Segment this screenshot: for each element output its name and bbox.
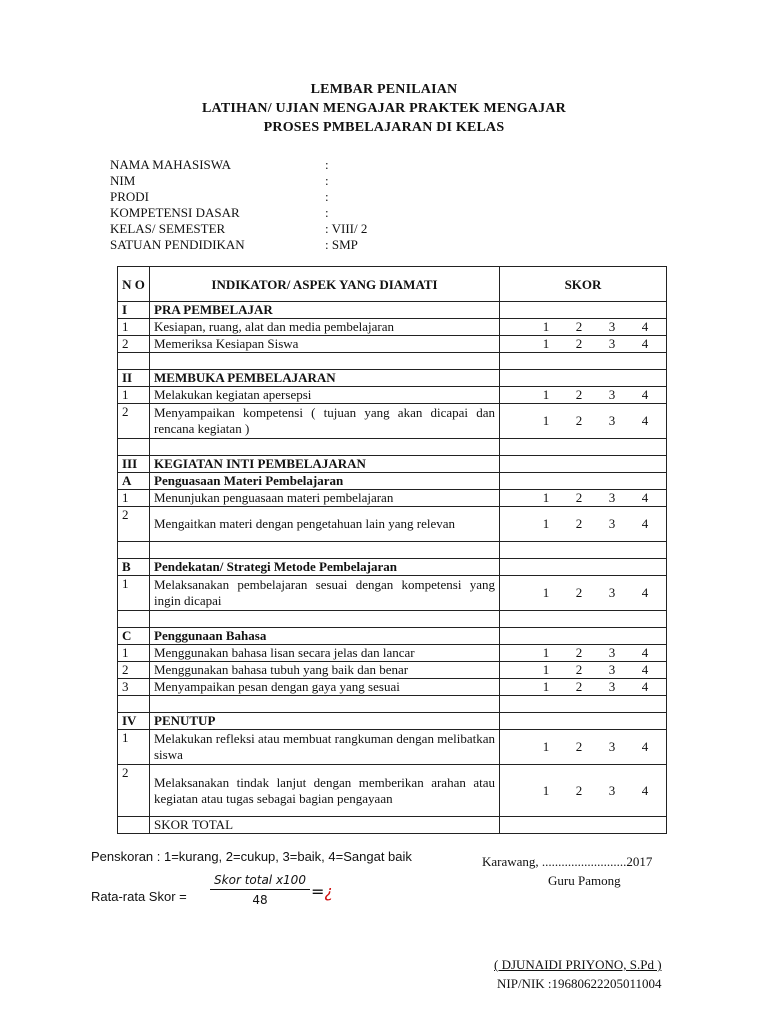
table-row [118, 662, 667, 679]
table-row [118, 490, 667, 507]
table-row [118, 507, 667, 542]
place-date: Karawang, ..........................2017 [482, 854, 653, 869]
score-options: 1 2 3 4 [500, 490, 667, 507]
row-indicator: Menunjukan penguasaan materi pembelajaran [150, 490, 500, 507]
row-indicator: Melakukan refleksi atau membuat rangkuman dengan melibatkan siswa [150, 730, 500, 765]
subsection-title: Pendekatan/ Strategi Metode Pembelajaran [150, 559, 500, 576]
info-value: : [325, 157, 329, 172]
student-info [110, 157, 367, 253]
total-row [118, 817, 667, 834]
empty-row [118, 439, 667, 456]
table-row [118, 730, 667, 765]
formula-result-symbol: ¿ [324, 882, 333, 901]
section-row [118, 713, 667, 730]
info-value: : [325, 189, 329, 204]
signer-name: ( DJUNAIDI PRIYONO, S.Pd ) [494, 957, 662, 972]
header-no: N O [118, 267, 150, 302]
title-line-1: LEMBAR PENILAIAN [310, 82, 458, 97]
score-options: 1 2 3 4 [500, 404, 667, 439]
row-no: 1 [118, 730, 150, 765]
info-label: SATUAN PENDIDIKAN [110, 237, 245, 252]
header-score: SKOR [500, 267, 667, 302]
row-indicator: Kesiapan, ruang, alat dan media pembelajaran [150, 319, 500, 336]
row-no: 3 [118, 679, 150, 696]
score-options: 1 2 3 4 [500, 730, 667, 765]
info-row [110, 221, 367, 237]
row-no: 1 [118, 319, 150, 336]
section-no: III [118, 456, 150, 473]
subsection-no: C [118, 628, 150, 645]
table-row [118, 404, 667, 439]
empty-row [118, 542, 667, 559]
row-indicator: Memeriksa Kesiapan Siswa [150, 336, 500, 353]
row-no: 2 [118, 404, 150, 439]
fraction-bar [210, 889, 310, 890]
info-row [110, 237, 367, 253]
row-no: 1 [118, 645, 150, 662]
info-label: PRODI [110, 189, 150, 204]
score-options: 1 2 3 4 [500, 507, 667, 542]
score-options: 1 2 3 4 [500, 645, 667, 662]
subsection-title: Penggunaan Bahasa [150, 628, 500, 645]
row-indicator: Menyampaikan pesan dengan gaya yang sesuai [150, 679, 500, 696]
info-value: : VIII/ 2 [325, 221, 368, 236]
subsection-no: A [118, 473, 150, 490]
section-title: KEGIATAN INTI PEMBELAJARAN [150, 456, 500, 473]
section-no: IV [118, 713, 150, 730]
info-value: : [325, 173, 329, 188]
row-no: 2 [118, 507, 150, 542]
signer-nip: NIP/NIK :19680622205011004 [497, 976, 662, 991]
score-options: 1 2 3 4 [500, 765, 667, 817]
score-options: 1 2 3 4 [500, 387, 667, 404]
score-options: 1 2 3 4 [500, 336, 667, 353]
formula-result: =¿ [311, 882, 333, 901]
info-row [110, 205, 367, 221]
table-row [118, 319, 667, 336]
signer-role: Guru Pamong [548, 873, 621, 888]
score-options: 1 2 3 4 [500, 576, 667, 611]
info-label: NIM [110, 173, 136, 188]
row-indicator: Menggunakan bahasa lisan secara jelas dan lancar [150, 645, 500, 662]
info-value: : [325, 205, 329, 220]
empty-row [118, 353, 667, 370]
title-line-3: PROSES PMBELAJARAN DI KELAS [263, 120, 505, 135]
header-indicator: INDIKATOR/ ASPEK YANG DIAMATI [150, 267, 500, 302]
score-options: 1 2 3 4 [500, 662, 667, 679]
score-options: 1 2 3 4 [500, 679, 667, 696]
section-row [118, 302, 667, 319]
info-row [110, 173, 367, 189]
average-formula [210, 873, 310, 907]
subsection-no: B [118, 559, 150, 576]
scoring-legend: Penskoran : 1=kurang, 2=cukup, 3=baik, 4=Sangat baik [91, 849, 412, 864]
section-title: PRA PEMBELAJAR [150, 302, 500, 319]
empty-row [118, 696, 667, 713]
table-row [118, 387, 667, 404]
subsection-row [118, 473, 667, 490]
row-no: 2 [118, 336, 150, 353]
formula-numerator: Skor total x100 [214, 873, 306, 887]
table-row [118, 336, 667, 353]
table-row [118, 765, 667, 817]
total-label: SKOR TOTAL [150, 817, 500, 834]
row-indicator: Mengaitkan materi dengan pengetahuan lain yang relevan [150, 507, 500, 542]
info-label: KOMPETENSI DASAR [110, 205, 240, 220]
subsection-title: Penguasaan Materi Pembelajaran [150, 473, 500, 490]
formula-denominator: 48 [252, 893, 268, 907]
info-label: KELAS/ SEMESTER [110, 221, 226, 236]
section-no: II [118, 370, 150, 387]
row-indicator: Melaksanakan pembelajaran sesuai dengan kompetensi yang ingin dicapai [150, 576, 500, 611]
info-row [110, 189, 367, 205]
row-no: 1 [118, 576, 150, 611]
score-options: 1 2 3 4 [500, 319, 667, 336]
section-title: MEMBUKA PEMBELAJARAN [150, 370, 500, 387]
section-row [118, 370, 667, 387]
table-header [118, 267, 667, 302]
row-indicator: Menyampaikan kompetensi ( tujuan yang akan dicapai dan rencana kegiatan ) [150, 404, 500, 439]
subsection-row [118, 559, 667, 576]
table-row [118, 645, 667, 662]
subsection-row [118, 628, 667, 645]
section-no: I [118, 302, 150, 319]
row-indicator: Menggunakan bahasa tubuh yang baik dan benar [150, 662, 500, 679]
section-row [118, 456, 667, 473]
table-row [118, 576, 667, 611]
row-no: 1 [118, 490, 150, 507]
title-line-2: LATIHAN/ UJIAN MENGAJAR PRAKTEK MENGAJAR [202, 101, 566, 116]
info-row [110, 157, 367, 173]
section-title: PENUTUP [150, 713, 500, 730]
assessment-table [117, 266, 667, 834]
row-no: 1 [118, 387, 150, 404]
row-indicator: Melaksanakan tindak lanjut dengan memberikan arahan atau kegiatan atau tugas sebagai bagian pengayaan [150, 765, 500, 817]
info-label: NAMA MAHASISWA [110, 157, 231, 172]
table-row [118, 679, 667, 696]
empty-row [118, 611, 667, 628]
row-no: 2 [118, 765, 150, 817]
average-label: Rata-rata Skor = [91, 889, 187, 904]
document-title [0, 80, 768, 137]
row-indicator: Melakukan kegiatan apersepsi [150, 387, 500, 404]
row-no: 2 [118, 662, 150, 679]
info-value: : SMP [325, 237, 358, 252]
